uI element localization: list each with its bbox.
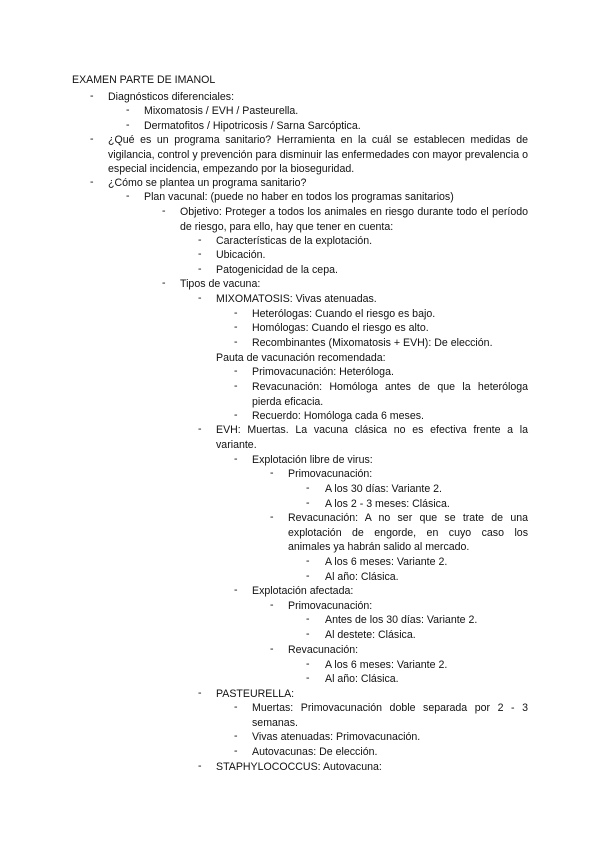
outline-item-text: A los 30 días: Variante 2. (325, 483, 442, 495)
outline-item-text: Homólogas: Cuando el riesgo es alto. (252, 322, 429, 334)
bullet-dash: - (234, 584, 238, 596)
outline-item-text: Primovacunación: (288, 468, 373, 480)
outline-item-text: Revacunación: (288, 644, 359, 656)
outline-item-text: Al año: Clásica. (325, 571, 399, 583)
bullet-dash: - (306, 628, 310, 640)
bullet-dash: - (234, 365, 238, 377)
bullet-dash: - (126, 119, 130, 131)
bullet-dash: - (234, 730, 238, 742)
outline-item-text: Patogenicidad de la cepa. (216, 264, 338, 276)
outline-item-text: Plan vacunal: (puede no haber en todos los programas sanitarios) (144, 191, 454, 203)
document-title: EXAMEN PARTE DE IMANOL (72, 74, 216, 86)
outline-item-text: Antes de los 30 días: Variante 2. (325, 614, 478, 626)
bullet-dash: - (90, 90, 94, 102)
bullet-dash: - (198, 292, 202, 304)
outline-item-text: PASTEURELLA: (216, 688, 295, 700)
outline-item-text: Vivas atenuadas: Primovacunación. (252, 731, 421, 743)
bullet-dash: - (306, 497, 310, 509)
outline-item-text: Primovacunación: (288, 600, 373, 612)
outline-item-text: A los 6 meses: Variante 2. (325, 659, 448, 671)
bullet-dash: - (306, 672, 310, 684)
bullet-dash: - (198, 263, 202, 275)
outline-item-text: Mixomatosis / EVH / Pasteurella. (144, 105, 299, 117)
bullet-dash: - (198, 423, 202, 435)
outline-item-text: Diagnósticos diferenciales: (108, 91, 235, 103)
outline-item-text: Recombinantes (Mixomatosis + EVH): De elección. (252, 337, 493, 349)
outline-item-text: A los 2 - 3 meses: Clásica. (325, 498, 450, 510)
bullet-dash: - (198, 687, 202, 699)
outline-item-text: Primovacunación: Heteróloga. (252, 366, 394, 378)
bullet-dash: - (306, 658, 310, 670)
bullet-dash: - (234, 701, 238, 713)
outline-item-text: Dermatofitos / Hipotricosis / Sarna Sarcóptica. (144, 120, 361, 132)
bullet-dash: - (270, 599, 274, 611)
bullet-dash: - (270, 643, 274, 655)
bullet-dash: - (270, 467, 274, 479)
bullet-dash: - (234, 745, 238, 757)
bullet-dash: - (234, 453, 238, 465)
outline-item-text: Al destete: Clásica. (325, 629, 416, 641)
bullet-dash: - (306, 613, 310, 625)
outline-item-text: Al año: Clásica. (325, 673, 399, 685)
outline-item-text: STAPHYLOCOCCUS: Autovacuna: (216, 761, 382, 773)
outline-item-text: Revacunación: A no ser que se trate de una explotación de engorde, en cuyo caso los animales ya habrán salido al mercado. (288, 512, 528, 554)
bullet-dash: - (234, 336, 238, 348)
outline-item-text: MIXOMATOSIS: Vivas atenuadas. (216, 293, 377, 305)
outline-item-text: Explotación afectada: (252, 585, 354, 597)
outline-item-text: ¿Cómo se plantea un programa sanitario? (108, 177, 307, 189)
outline-item-text: Pauta de vacunación recomendada: (216, 352, 386, 364)
bullet-dash: - (234, 307, 238, 319)
outline-item-text: Heterólogas: Cuando el riesgo es bajo. (252, 308, 436, 320)
outline-item-text: A los 6 meses: Variante 2. (325, 556, 448, 568)
bullet-dash: - (162, 277, 166, 289)
outline-item-text: Objetivo: Proteger a todos los animales en riesgo durante todo el período de riesgo, para ello, hay que tener en cuenta: (180, 206, 528, 233)
outline-item-text: Autovacunas: De elección. (252, 746, 378, 758)
bullet-dash: - (198, 234, 202, 246)
bullet-dash: - (198, 760, 202, 772)
outline-item-text: Ubicación. (216, 249, 266, 261)
outline-item-text: ¿Qué es un programa sanitario? Herramienta en la cuál se establecen medidas de vigilancia, control y prevención para disminuir las enfermedades con mayor prevalencia o especial incidencia, empezando por la bioseguridad. (108, 134, 528, 176)
bullet-dash: - (270, 511, 274, 523)
bullet-dash: - (306, 570, 310, 582)
outline-item-text: Muertas: Primovacunación doble separada por 2 - 3 semanas. (252, 702, 528, 729)
bullet-dash: - (90, 176, 94, 188)
bullet-dash: - (306, 555, 310, 567)
outline-item-text: Recuerdo: Homóloga cada 6 meses. (252, 410, 424, 422)
bullet-dash: - (234, 321, 238, 333)
bullet-dash: - (198, 248, 202, 260)
bullet-dash: - (126, 104, 130, 116)
outline-item-text: Revacunación: Homóloga antes de que la heteróloga pierda eficacia. (252, 381, 528, 408)
bullet-dash: - (162, 205, 166, 217)
outline-item-text: EVH: Muertas. La vacuna clásica no es efectiva frente a la variante. (216, 424, 528, 451)
bullet-dash: - (306, 482, 310, 494)
outline-item-text: Características de la explotación. (216, 235, 373, 247)
outline-item-text: Explotación libre de virus: (252, 454, 373, 466)
bullet-dash: - (234, 380, 238, 392)
bullet-dash: - (234, 409, 238, 421)
bullet-dash: - (90, 133, 94, 145)
bullet-dash: - (126, 190, 130, 202)
outline-item-text: Tipos de vacuna: (180, 278, 261, 290)
